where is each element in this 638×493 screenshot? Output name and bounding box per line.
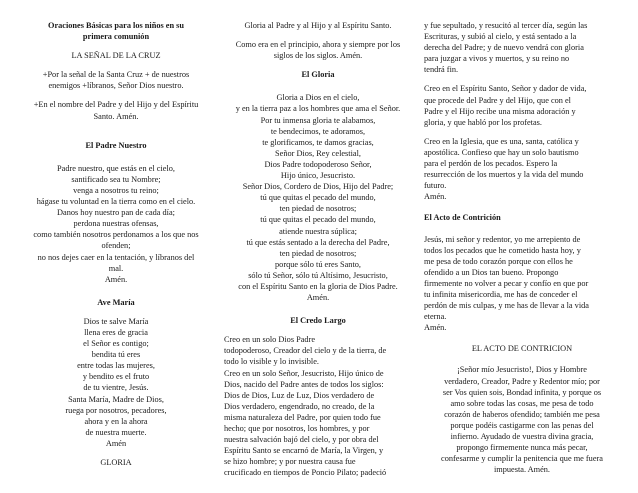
acto-contricion-heading: EL ACTO DE CONTRICION [471, 344, 573, 354]
el-gloria-text: Gloria a Dios en el cielo, y en la tierra paz a los hombres que ama el Señor. Por tu inmensa gloria te alabamos, te bendecimos, te adoramos, te glorificamos, te damos gracias, Señor Dios, Rey celestial, Dios Padre todopoderoso Señor, Hijo único, Jesucristo. Señor Dios, Cordero de Dios, Hijo del Padre; tú que quitas el pecado del mundo, ten piedad de nosotros; tú que quitas el pecado del mundo, atiende nuestra súplica; tú que estás sentado a la derecha del Padre, ten piedad de nosotros; porque sólo tú eres Santo, sólo tú Señor, sólo tú Altísimo, Jesucristo, con el Espíritu Santo en la gloria de Dios Padre. Amén. [235, 93, 401, 303]
credo-continuation: y fue sepultado, y resucitó al tercer día, según las Escrituras, y subió al cielo, y está sentado a la derecha del Padre; y de nuevo vendrá con gloria para juzgar a vivos y muertos, y su reino no tendrá fin. [424, 21, 588, 75]
column-2 [224, 20, 412, 478]
gloria-heading: GLORIA [100, 458, 132, 467]
gloria-intro: Gloria al Padre y al Hijo y al Espíritu Santo. [244, 21, 392, 30]
senal-heading: LA SEÑAL DE LA CRUZ [71, 51, 161, 61]
gloria-intro-2: Como era en el principio, ahora y siempre por los siglos de los siglos. Amén. [235, 40, 401, 61]
senal-text: +Por la señal de la Santa Cruz + de nuestros enemigos +líbranos, Señor Dios nuestro. [42, 70, 190, 91]
padre-nuestro-heading: El Padre Nuestro [85, 140, 147, 150]
column-1 [22, 20, 210, 468]
credo-text: Creo en un solo Dios Padre todopoderoso, Creador del cielo y de la tierra, de todo lo visible y lo invisible. Creo en un solo Señor, Jesucristo, Hijo único de Dios, nacido del Padre antes de todos los siglos: Dios de Dios, Luz de Luz, Dios verdadero de Dios verdadero, engendrado, no creado, de la misma naturaleza del Padre, por quien todo fue hecho; que por nosotros, los hombres, y por nuestra salvación bajó del cielo, y por obra del Espíritu Santo se encarnó de María, la Virgen, y se hizo hombre; y por nuestra causa fue crucificado en tiempos de Poncio Pilato; padeció [224, 335, 387, 478]
contricion-text: Jesús, mi señor y redentor, yo me arrepiento de todos los pecados que he cometido hasta hoy, y me pesa de todo corazón porque con ellos he ofendido a un Dios tan bueno. Propongo firmemente no volver a pecar y confío en que por tu infinita misericordia, me has de conceder el perdón de mis culpas, y me has de llevar a la vida eterna. Amén. [424, 234, 589, 333]
contricion-heading: El Acto de Contrición [424, 213, 501, 223]
acto-contricion-text: ¡Señor mío Jesucristo!, Dios y Hombre verdadero, Creador, Padre y Redentor mío; por ser Vos quien sois, Bondad infinita, y porque os amo sobre todas las cosas, me pesa de todo corazón de haberos ofendido; también me pesa porque podéis castigarme con las penas del infierno. Ayudado de vuestra divina gracia, propongo firmemente nunca más pecar, confesarme y cumplir la penitencia que me fuera impuesta. Amén. [441, 365, 603, 475]
credo-espiritu-santo: Creo en el Espíritu Santo, Señor y dador de vida, que procede del Padre y del Hijo, que con el Padre y el Hijo recibe una misma adoración y gloria, y que habló por los profetas. [424, 84, 587, 127]
ave-maria-text: Dios te salve María llena eres de gracia el Señor es contigo; bendita tú eres entre todas las mujeres, y bendito es el fruto de tu vientre, Jesús. Santa María, Madre de Dios, ruega por nosotros, pecadores, ahora y en la ahora de nuestra muerte. Amén [65, 316, 167, 448]
nombre-text: +En el nombre del Padre y del Hijo y del Espíritu Santo. Amén. [33, 100, 199, 121]
el-gloria-heading: El Gloria [301, 70, 335, 80]
padre-nuestro-text: Padre nuestro, que estás en el cielo, santificado sea tu Nombre; venga a nosotros tu reino; hágase tu voluntad en la tierra como en el cielo. Danos hoy nuestro pan de cada día; perdona nuestras ofensas, como también nosotros perdonamos a los que nos ofenden; no nos dejes caer en la tentación, y líbranos del mal. Amén. [33, 163, 199, 284]
credo-heading: El Credo Largo [290, 316, 346, 326]
page-title: Oraciones Básicas para los niños en su primera comunión [48, 21, 184, 42]
ave-maria-heading: Ave María [97, 297, 135, 307]
column-3 [424, 20, 620, 475]
credo-iglesia: Creo en la Iglesia, que es una, santa, católica y apostólica. Confieso que hay un solo bautismo para el perdón de los pecados. Espero la resurrección de los muertos y la vida del mundo futuro. Amén. [424, 136, 584, 202]
